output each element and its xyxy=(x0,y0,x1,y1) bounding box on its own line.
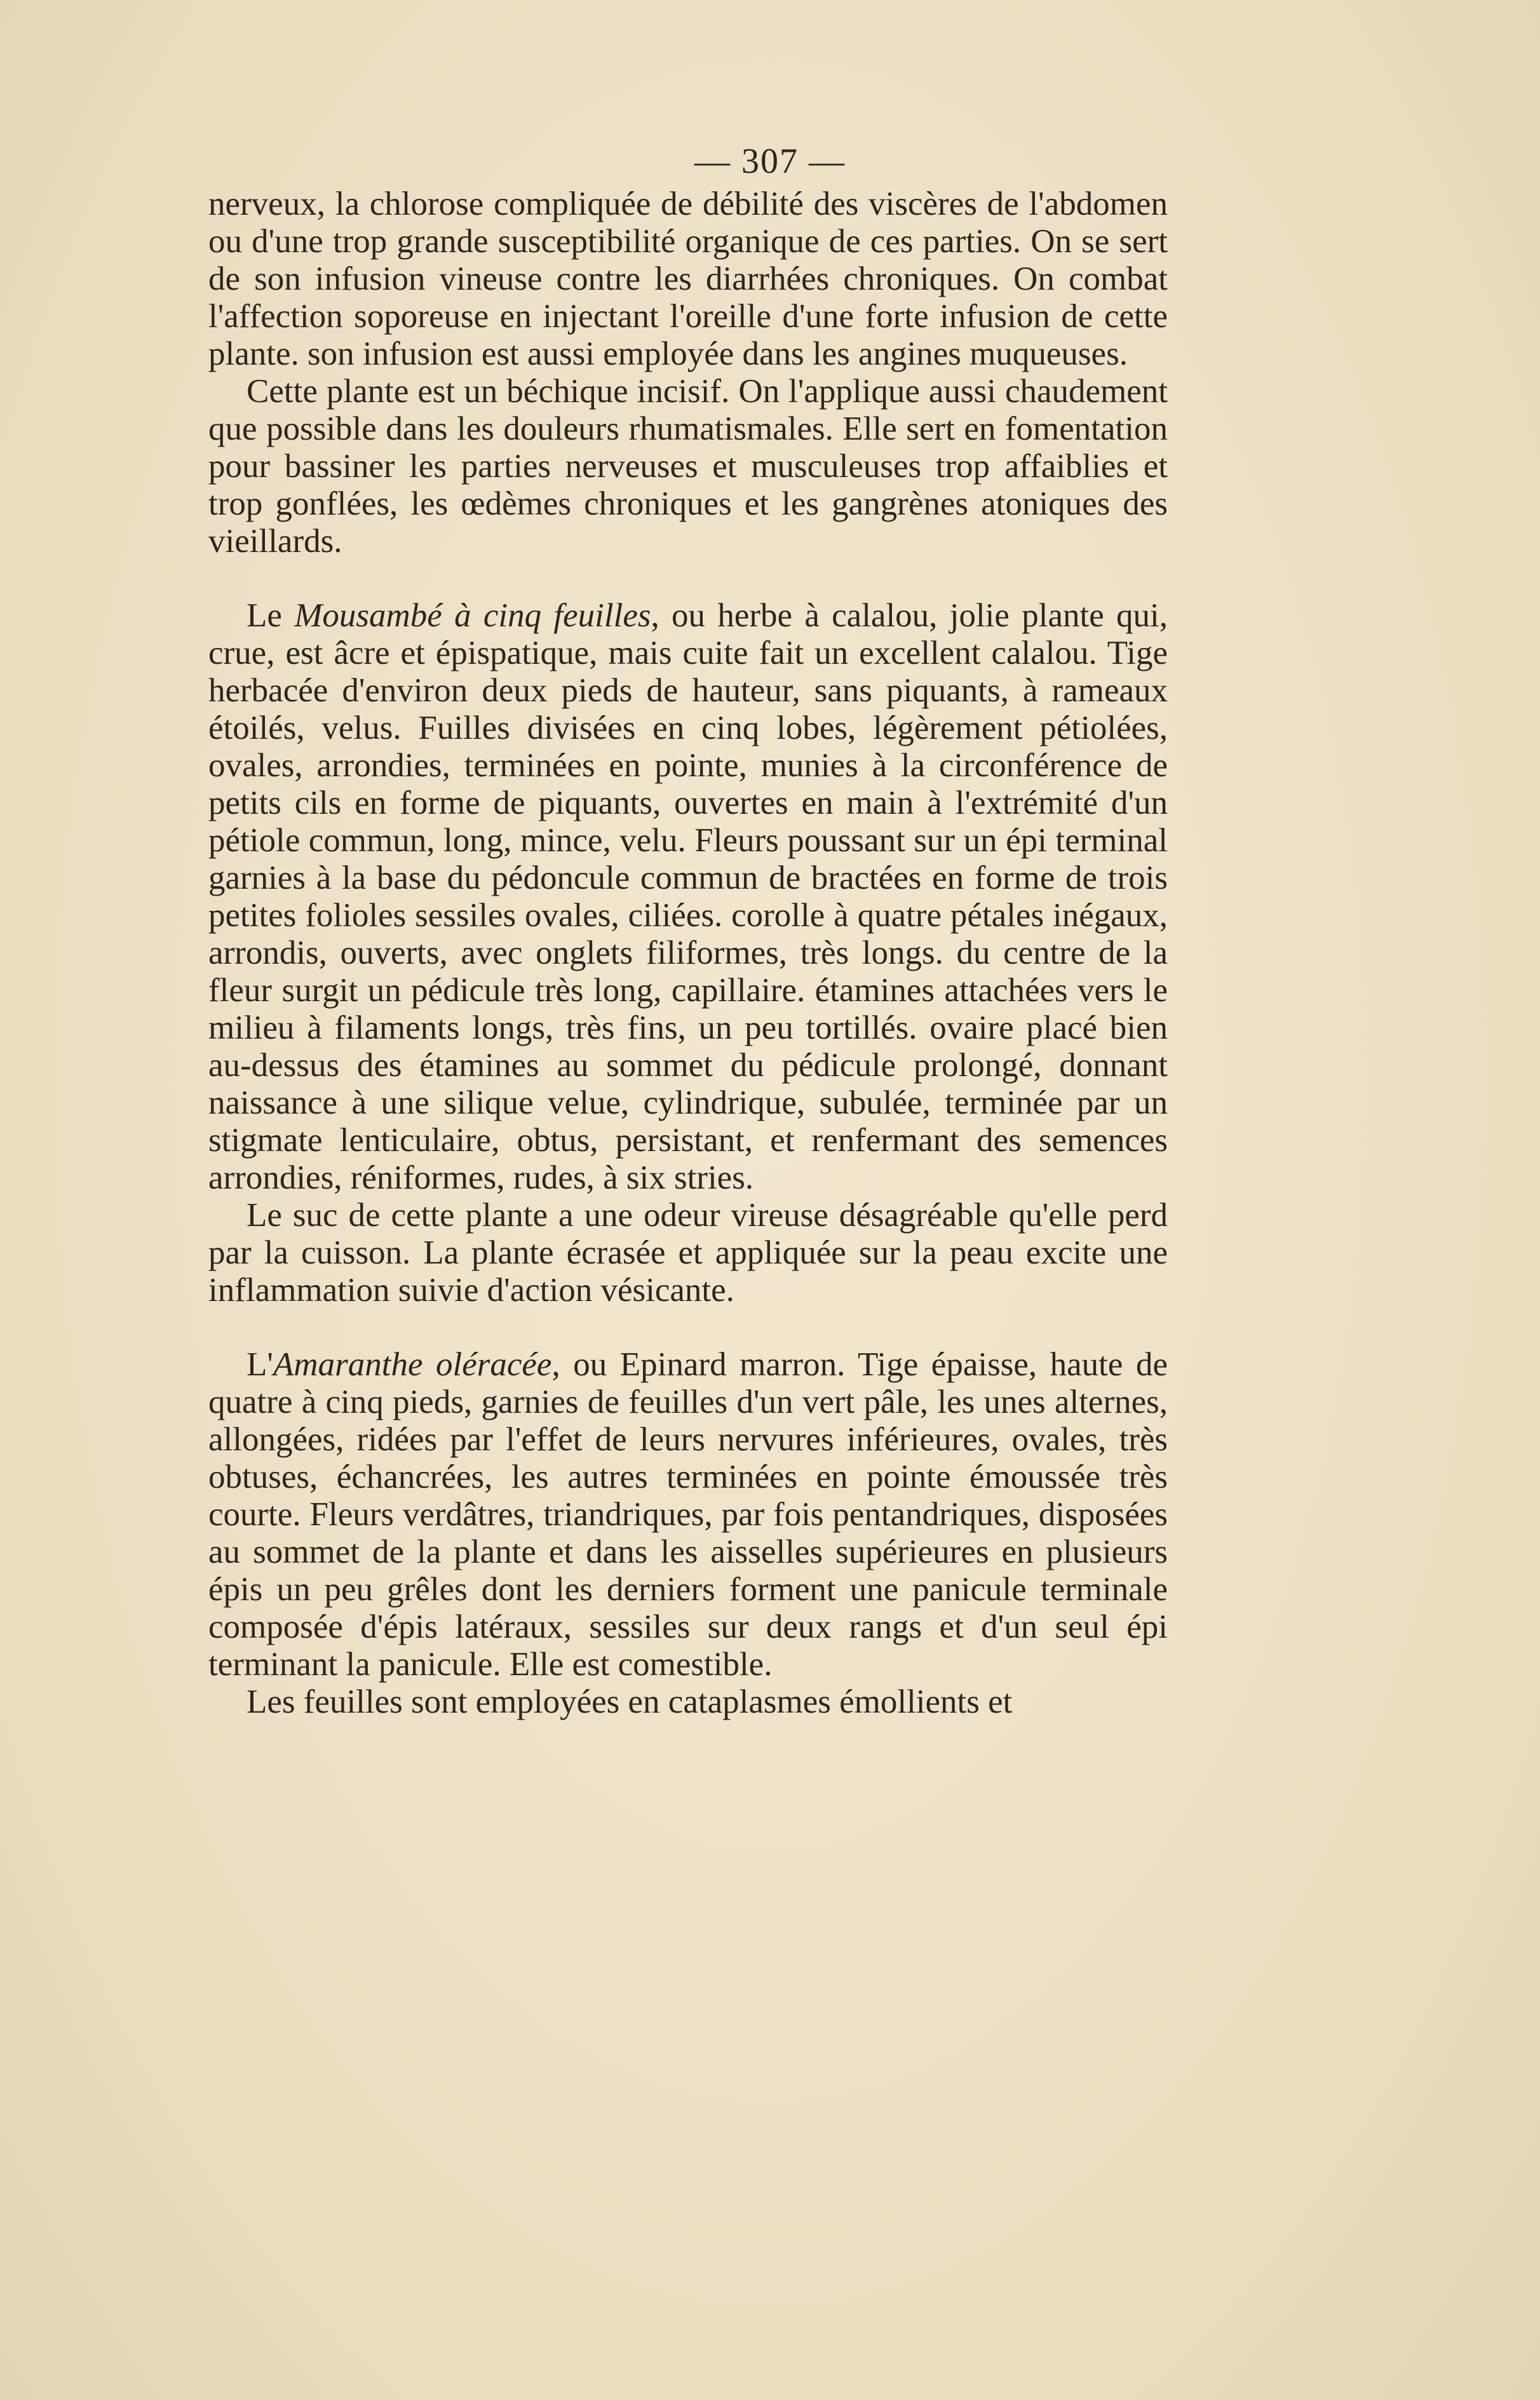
entry-paragraph-amaranthe xyxy=(208,1346,1168,1683)
paragraph xyxy=(208,1197,1168,1309)
paragraph-continuation xyxy=(208,185,1168,373)
paragraph xyxy=(208,373,1168,560)
paragraph-text: , ou Epinard marron. Tige épaisse, haute de quatre à cinq pieds, garnies de feuilles d'un vert pâle, les unes alternes, allongées, ridées par l'effet de leurs nervures inférieures, ovales, très obtuses, échancrées, les autres terminées en pointe émoussée très courte. Fleurs verdâtres, triandriques, par fois pentandriques, disposées au sommet de la plante et dans les aisselles supérieures en plusieurs épis un peu grêles dont les derniers forment une panicule terminale composée d'épis latéraux, sessiles sur deux rangs et d'un seul épi terminant la panicule. Elle est comestible. xyxy=(208,1346,1168,1683)
paragraph-final xyxy=(208,1683,1168,1721)
paragraph-text: Cette plante est un béchique incisif. On l'applique aussi chaudement que possible dans les douleurs rhumatismales. Elle sert en fomentation pour bassiner les parties nerveuses et musculeuses trop affaiblies et trop gonflées, les œdèmes chroniques et les gangrènes atoniques des vieillards. xyxy=(208,373,1168,560)
entry-plant-name: Mousambé à cinq feuilles xyxy=(294,597,651,634)
entry-lead: L' xyxy=(247,1346,273,1383)
paragraph-text: Le suc de cette plante a une odeur vireuse désagréable qu'elle perd par la cuisson. La plante écrasée et appliquée sur la peau excite une inflammation suivie d'action vésicante. xyxy=(208,1197,1168,1309)
entry-lead: Le xyxy=(247,597,295,634)
paragraph-text: Les feuilles sont employées en cataplasmes émollients et xyxy=(247,1683,1013,1720)
paragraph-text: nerveux, la chlorose compliquée de débilité des viscères de l'abdomen ou d'une trop grande susceptibilité organique de ces parties. On se sert de son infusion vineuse contre les diarrhées chroniques. On combat l'affection soporeuse en injectant l'oreille d'une forte infusion de cette plante. son infusion est aussi employée dans les angines muqueuses. xyxy=(208,185,1168,372)
entry-paragraph-mousambe xyxy=(208,597,1168,1197)
body-text xyxy=(208,185,1168,1721)
entry-plant-name: Amaranthe oléracée xyxy=(273,1346,552,1383)
paragraph-text: , ou herbe à calalou, jolie plante qui, crue, est âcre et épispatique, mais cuite fait un excellent calalou. Tige herbacée d'environ deux pieds de hauteur, sans piquants, à rameaux étoilés, velus. Fuilles divisées en cinq lobes, légèrement pétiolées, ovales, arrondies, terminées en pointe, munies à la circonférence de petits cils en forme de piquants, ouvertes en main à l'extrémité d'un pétiole commun, long, mince, velu. Fleurs poussant sur un épi terminal garnies à la base du pédoncule commun de bractées en forme de trois petites folioles sessiles ovales, ciliées. corolle à quatre pétales inégaux, arrondis, ouverts, avec onglets filiformes, très longs. du centre de la fleur surgit un pédicule très long, capillaire. étamines attachées vers le milieu à filaments longs, très fins, un peu tortillés. ovaire placé bien au-dessus des étamines au sommet du pédicule prolongé, donnant naissance à une silique velue, cylindrique, subulée, terminée par un stigmate lenticulaire, obtus, persistant, et renfermant des semences arrondies, réniformes, rudes, à six stries. xyxy=(208,597,1168,1196)
page-number: — 307 — xyxy=(694,142,846,181)
